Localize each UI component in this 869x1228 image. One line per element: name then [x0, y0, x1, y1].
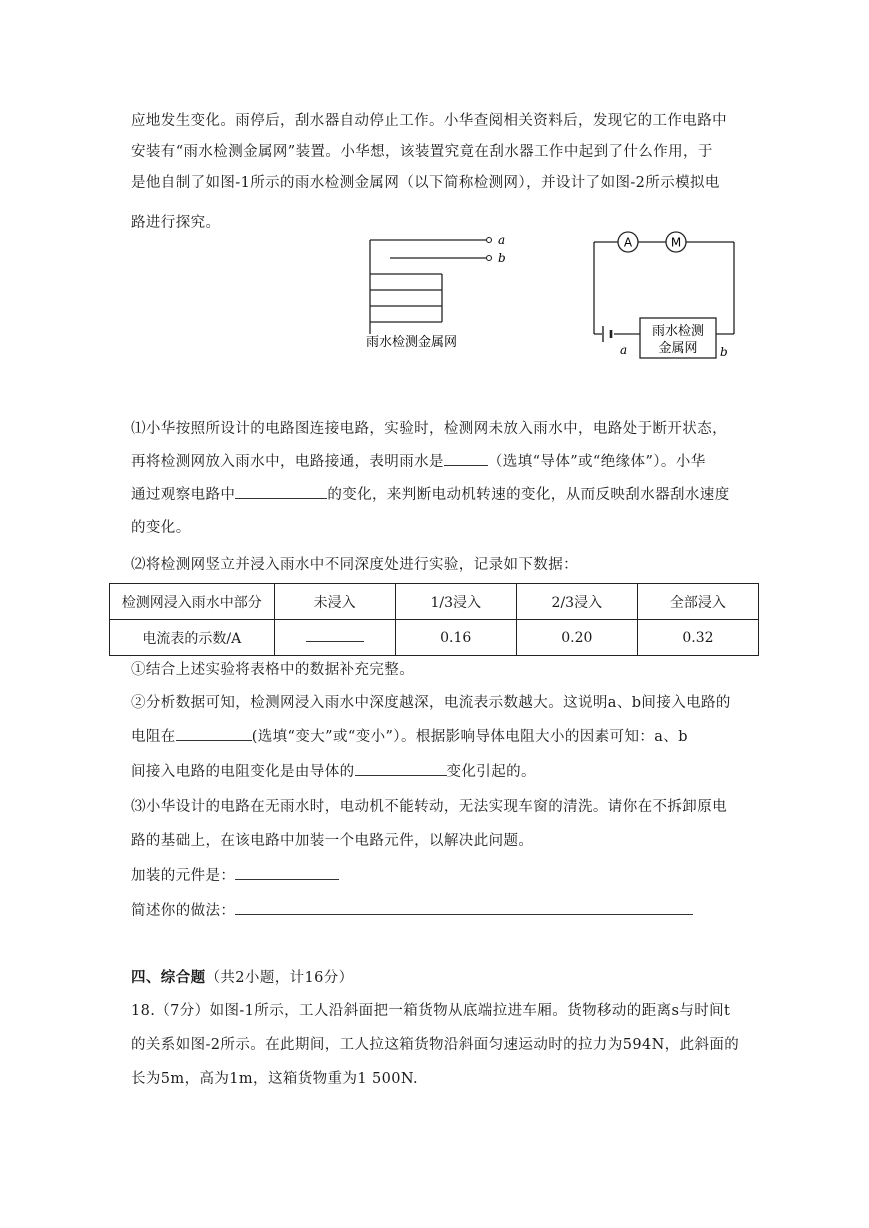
q18-line-2: 的关系如图-2所示。在此期间，工人拉这箱货物沿斜面匀速运动时的拉力为594N，此斜面的 — [131, 1037, 740, 1053]
section-4-title: 四、综合题 — [131, 969, 206, 986]
table-header-cell: 2/3浸入 — [516, 584, 637, 620]
q2-sub-2-line-3-part-b: 变化引起的。 — [446, 764, 536, 780]
answer-blank-component[interactable] — [235, 865, 339, 880]
terminal-a-label: a — [498, 233, 506, 247]
q3-component-line — [131, 861, 741, 892]
answer-blank-resistance[interactable] — [176, 726, 252, 741]
q2-sub-2-line-2-part-a: 电阻在 — [131, 729, 176, 745]
mesh-box-line-1: 雨水检测 — [651, 324, 705, 339]
table-cell-blank — [274, 620, 395, 656]
mesh-box-line-2: 金属网 — [658, 341, 698, 356]
table-cell: 0.20 — [516, 620, 637, 656]
intro-line-2: 安装有“雨水检测金属网”装置。小华想，该装置究竟在刮水器工作中起到了什么作用，于 — [131, 144, 713, 160]
table-header-cell: 全部浸入 — [637, 584, 758, 620]
q1-line-1: ⑴小华按照所设计的电路图连接电路，实验时，检测网未放入雨水中，电路处于断开状态， — [131, 421, 727, 437]
answer-blank-factor[interactable] — [355, 761, 447, 776]
rain-mesh-drawing — [370, 240, 486, 334]
table-cell: 0.16 — [395, 620, 516, 656]
table-row — [110, 620, 759, 656]
answer-blank-method[interactable] — [235, 900, 693, 915]
q2-sub-2-line-3-part-a: 间接入电路的电阻变化是由导体的 — [131, 764, 355, 780]
table-row-label: 电流表的示数/A — [110, 620, 275, 656]
table-header-cell: 1/3浸入 — [395, 584, 516, 620]
q1-line-3-part-b: 的变化，来判断电动机转速的变化，从而反映刮水器刮水速度 — [327, 487, 730, 503]
q1-line-3-part-a: 通过观察电路中 — [131, 487, 236, 503]
q3-method-label: 简述你的做法： — [131, 903, 236, 919]
table-header-cell: 检测网浸入雨水中部分 — [110, 584, 275, 620]
terminal-b-label: b — [498, 251, 506, 265]
answer-blank-current[interactable] — [306, 629, 364, 642]
table-header-cell: 未浸入 — [274, 584, 395, 620]
q3-line-1: ⑶小华设计的电路在无雨水时，电动机不能转动，无法实现车窗的清洗。请你在不拆卸原电 — [131, 799, 727, 815]
q1-line-2 — [131, 447, 741, 478]
section-4-note: （共2小题，计16分） — [205, 970, 354, 986]
q3-line-2: 路的基础上，在该电路中加装一个电路元件，以解决此问题。 — [131, 833, 534, 849]
q1-line-2-part-a: 再将检测网放入雨水中，电路接通，表明雨水是 — [131, 454, 444, 470]
intro-line-3: 是他自制了如图-1所示的雨水检测金属网（以下简称检测网），并设计了如图-2所示模拟电 — [131, 175, 720, 191]
q18-line-3: 长为5m，高为1m，这箱货物重为1 500N. — [131, 1071, 419, 1087]
table-header-row — [110, 584, 759, 620]
circuit-figure — [362, 222, 740, 364]
q2-sub-2-line-3 — [131, 757, 741, 788]
terminal-a-dot — [487, 238, 492, 243]
q2-sub-2-line-2-part-b: (选填“变大”或“变小”）。根据影响导体电阻大小的因素可知：a、b — [251, 729, 688, 745]
motor-label: M — [670, 235, 682, 250]
intro-line-1: 应地发生变化。雨停后，刮水器自动停止工作。小华查阅相关资料后，发现它的工作电路中 — [131, 113, 727, 129]
q2-sub-1: ①结合上述实验将表格中的数据补充完整。 — [131, 662, 415, 678]
circuit-diagram — [362, 222, 740, 364]
terminal-b-dot — [487, 256, 492, 261]
q18-line-1: 18.（7分）如图-1所示，工人沿斜面把一箱货物从底端拉进车厢。货物移动的距离s与时间t — [131, 1003, 731, 1019]
q3-method-line — [131, 896, 741, 927]
q2-sub-2-line-2 — [131, 722, 741, 753]
mesh-caption: 雨水检测金属网 — [366, 335, 458, 350]
q1-line-4: 的变化。 — [131, 520, 191, 536]
q3-component-label: 加装的元件是： — [131, 868, 236, 884]
data-table — [109, 583, 759, 656]
circuit-terminal-b: b — [720, 345, 728, 359]
q1-line-2-part-b: （选填“导体”或“绝缘体”）。小华 — [487, 454, 706, 470]
intro-line-4: 路进行探究。 — [131, 215, 221, 231]
q1-line-3 — [131, 480, 741, 511]
circuit-terminal-a: a — [620, 343, 628, 357]
ammeter-label: A — [623, 235, 633, 250]
q2-sub-2-line-1: ②分析数据可知，检测网浸入雨水中深度越深，电流表示数越大。这说明a、b间接入电路的 — [131, 695, 731, 711]
q2-intro: ⑵将检测网竖立并浸入雨水中不同深度处进行实验，记录如下数据： — [131, 557, 578, 573]
table-cell: 0.32 — [637, 620, 758, 656]
section-4-heading — [131, 962, 741, 994]
answer-blank-conductor[interactable] — [444, 451, 488, 466]
answer-blank-observe[interactable] — [235, 484, 327, 499]
